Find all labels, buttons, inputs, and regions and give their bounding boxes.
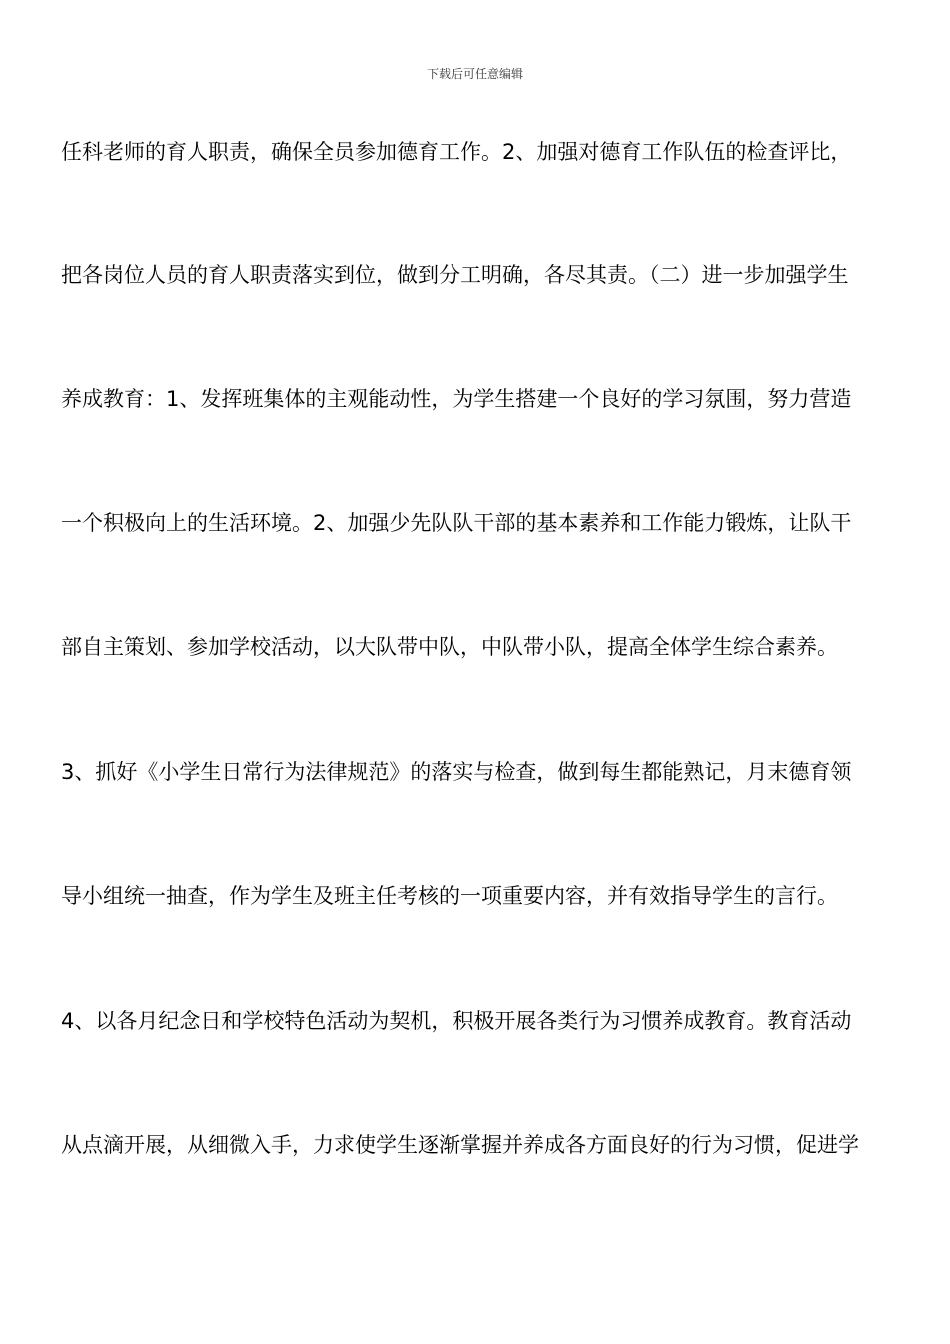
body-line-6: 3、抓好《小学生日常行为法律规范》的落实与检查，做到每生都能熟记，月末德育领 — [61, 760, 852, 784]
body-line-2: 把各岗位人员的育人职责落实到位，做到分工明确，各尽其责。（二）进一步加强学生 — [61, 263, 849, 287]
body-line-8: 4、以各月纪念日和学校特色活动为契机，积极开展各类行为习惯养成教育。教育活动 — [61, 1009, 852, 1033]
body-line-5: 部自主策划、参加学校活动，以大队带中队，中队带小队，提高全体学生综合素养。 — [61, 635, 838, 659]
body-line-9: 从点滴开展，从细微入手，力求使学生逐渐掌握并养成各方面良好的行为习惯，促进学 — [61, 1133, 859, 1157]
body-line-4: 一个积极向上的生活环境。2、加强少先队队干部的基本素养和工作能力锻炼，让队干 — [61, 511, 852, 535]
body-line-1: 任科老师的育人职责，确保全员参加德育工作。2、加强对德育工作队伍的检查评比， — [61, 140, 852, 164]
body-line-7: 导小组统一抽查，作为学生及班主任考核的一项重要内容，并有效指导学生的言行。 — [61, 884, 838, 908]
page-header: 下载后可任意编辑 — [426, 67, 523, 81]
body-line-3: 养成教育：1、发挥班集体的主观能动性，为学生搭建一个良好的学习氛围，努力营造 — [61, 387, 852, 411]
